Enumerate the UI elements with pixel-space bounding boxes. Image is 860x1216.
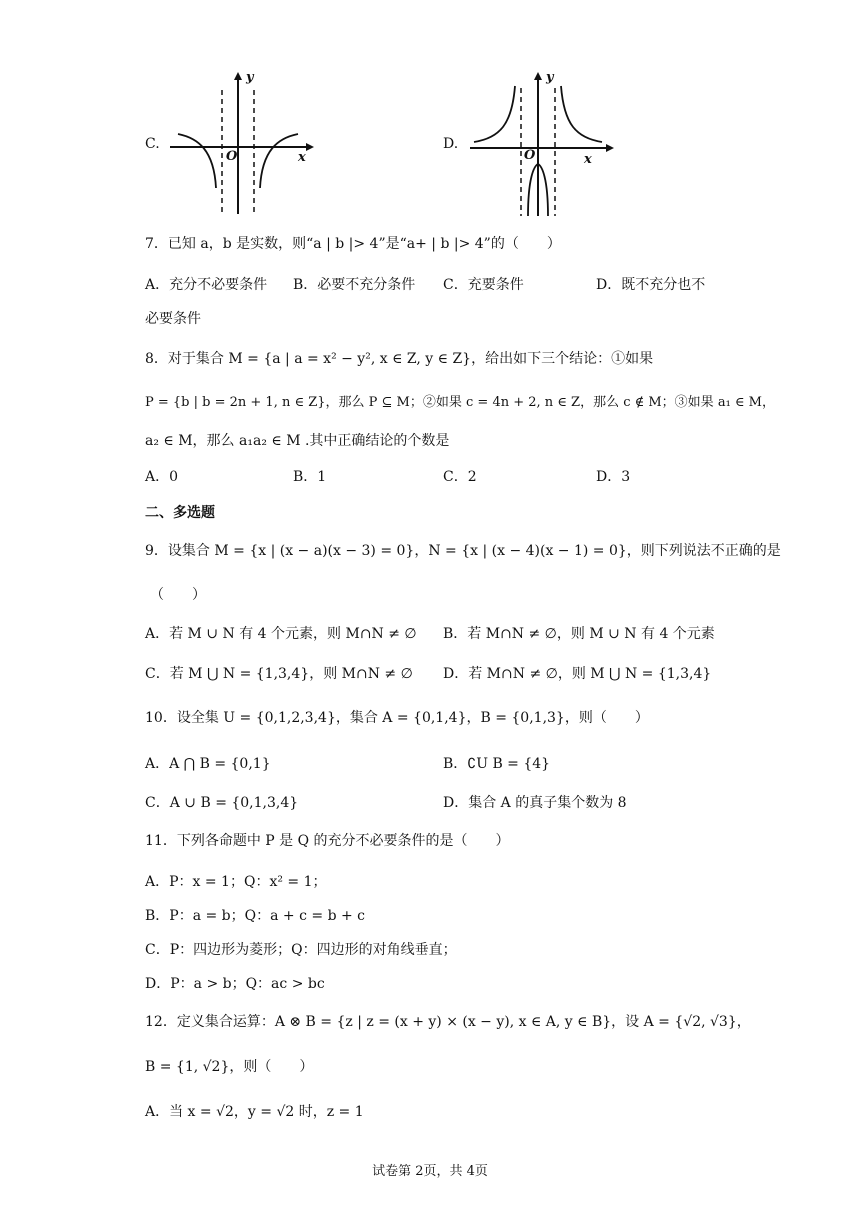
- q8-line-2: P = {b | b = 2n + 1, n ∈ Z}，那么 P ⊆ M；②如果 c = 4n + 2, n ∈ Z，那么 c ∉ M；③如果 a₁ ∈ M，: [145, 395, 775, 410]
- q11-option-b: B．P：a = b；Q：a + c = b + c: [145, 908, 366, 924]
- graph-d-x-label: x: [584, 152, 592, 167]
- graph-d-origin-label: O: [524, 148, 536, 163]
- q7-option-c: C．充要条件: [443, 277, 524, 293]
- q8-option-b: B．1: [293, 469, 327, 485]
- q11-option-d: D．P：a > b；Q：ac > bc: [145, 976, 325, 992]
- q7-option-a: A．充分不必要条件: [145, 277, 268, 293]
- q7-option-d-continued: 必要条件: [145, 311, 201, 327]
- page-footer: 试卷第 2页，共 4页: [372, 1164, 488, 1179]
- q12-option-a: A．当 x = √2，y = √2 时，z = 1: [145, 1104, 364, 1120]
- q8-line-3: a₂ ∈ M，那么 a₁a₂ ∈ M .其中正确结论的个数是: [145, 433, 450, 449]
- q10-option-c: C．A ∪ B = {0,1,3,4}: [145, 795, 299, 811]
- q9-line-1: 9．设集合 M = {x | (x − a)(x − 3) = 0}，N = {x | (x − 4)(x − 1) = 0}，则下列说法不正确的是: [145, 543, 781, 559]
- q9-option-a: A．若 M ∪ N 有 4 个元素，则 M∩N ≠ ∅: [145, 626, 417, 642]
- graph-c-y-label: y: [246, 70, 254, 85]
- q12-line-2: B = {1, √2}，则（ ）: [145, 1059, 314, 1075]
- q9-answer-paren: （ ）: [150, 587, 206, 603]
- q7-option-d: D．既不充分也不: [596, 277, 706, 293]
- q8-option-c: C．2: [443, 469, 477, 485]
- q10-option-b: B．∁U B = {4}: [443, 756, 551, 772]
- q11-stem: 11．下列各命题中 P 是 Q 的充分不必要条件的是（ ）: [145, 833, 510, 849]
- graph-d-y-label: y: [546, 70, 554, 85]
- q8-option-a: A．0: [145, 469, 179, 485]
- q10-stem: 10．设全集 U = {0,1,2,3,4}，集合 A = {0,1,4}，B = {0,1,3}，则（ ）: [145, 710, 649, 726]
- graph-c-x-label: x: [298, 150, 306, 165]
- q10-option-a: A．A ⋂ B = {0,1}: [145, 756, 271, 772]
- graph-d: [468, 68, 618, 218]
- q12-line-1: 12．定义集合运算：A ⊗ B = {z | z = (x + y) × (x − y), x ∈ A, y ∈ B}，设 A = {√2, √3}，: [145, 1014, 751, 1030]
- q8-line-1: 8．对于集合 M = {a | a = x² − y², x ∈ Z, y ∈ Z}，给出如下三个结论：①如果: [145, 351, 654, 367]
- q11-option-c: C．P：四边形为菱形；Q：四边形的对角线垂直；: [145, 942, 457, 958]
- q7-stem: 7．已知 a，b 是实数，则“a | b |> 4”是“a+ | b |> 4”的（ ）: [145, 236, 561, 252]
- graph-c-label: C.: [145, 136, 160, 152]
- q10-option-d: D．集合 A 的真子集个数为 8: [443, 795, 627, 811]
- graph-d-label: D.: [443, 136, 459, 152]
- graph-c: [168, 68, 318, 218]
- section-heading-multiple-choice: 二、多选题: [145, 505, 215, 521]
- q8-option-d: D．3: [596, 469, 631, 485]
- q9-option-d: D．若 M∩N ≠ ∅，则 M ⋃ N = {1,3,4}: [443, 666, 712, 682]
- graph-c-origin-label: O: [226, 149, 238, 164]
- q11-option-a: A．P：x = 1；Q：x² = 1；: [145, 874, 327, 890]
- q9-option-c: C．若 M ⋃ N = {1,3,4}，则 M∩N ≠ ∅: [145, 666, 413, 682]
- q7-option-b: B．必要不充分条件: [293, 277, 416, 293]
- q9-option-b: B．若 M∩N ≠ ∅，则 M ∪ N 有 4 个元素: [443, 626, 715, 642]
